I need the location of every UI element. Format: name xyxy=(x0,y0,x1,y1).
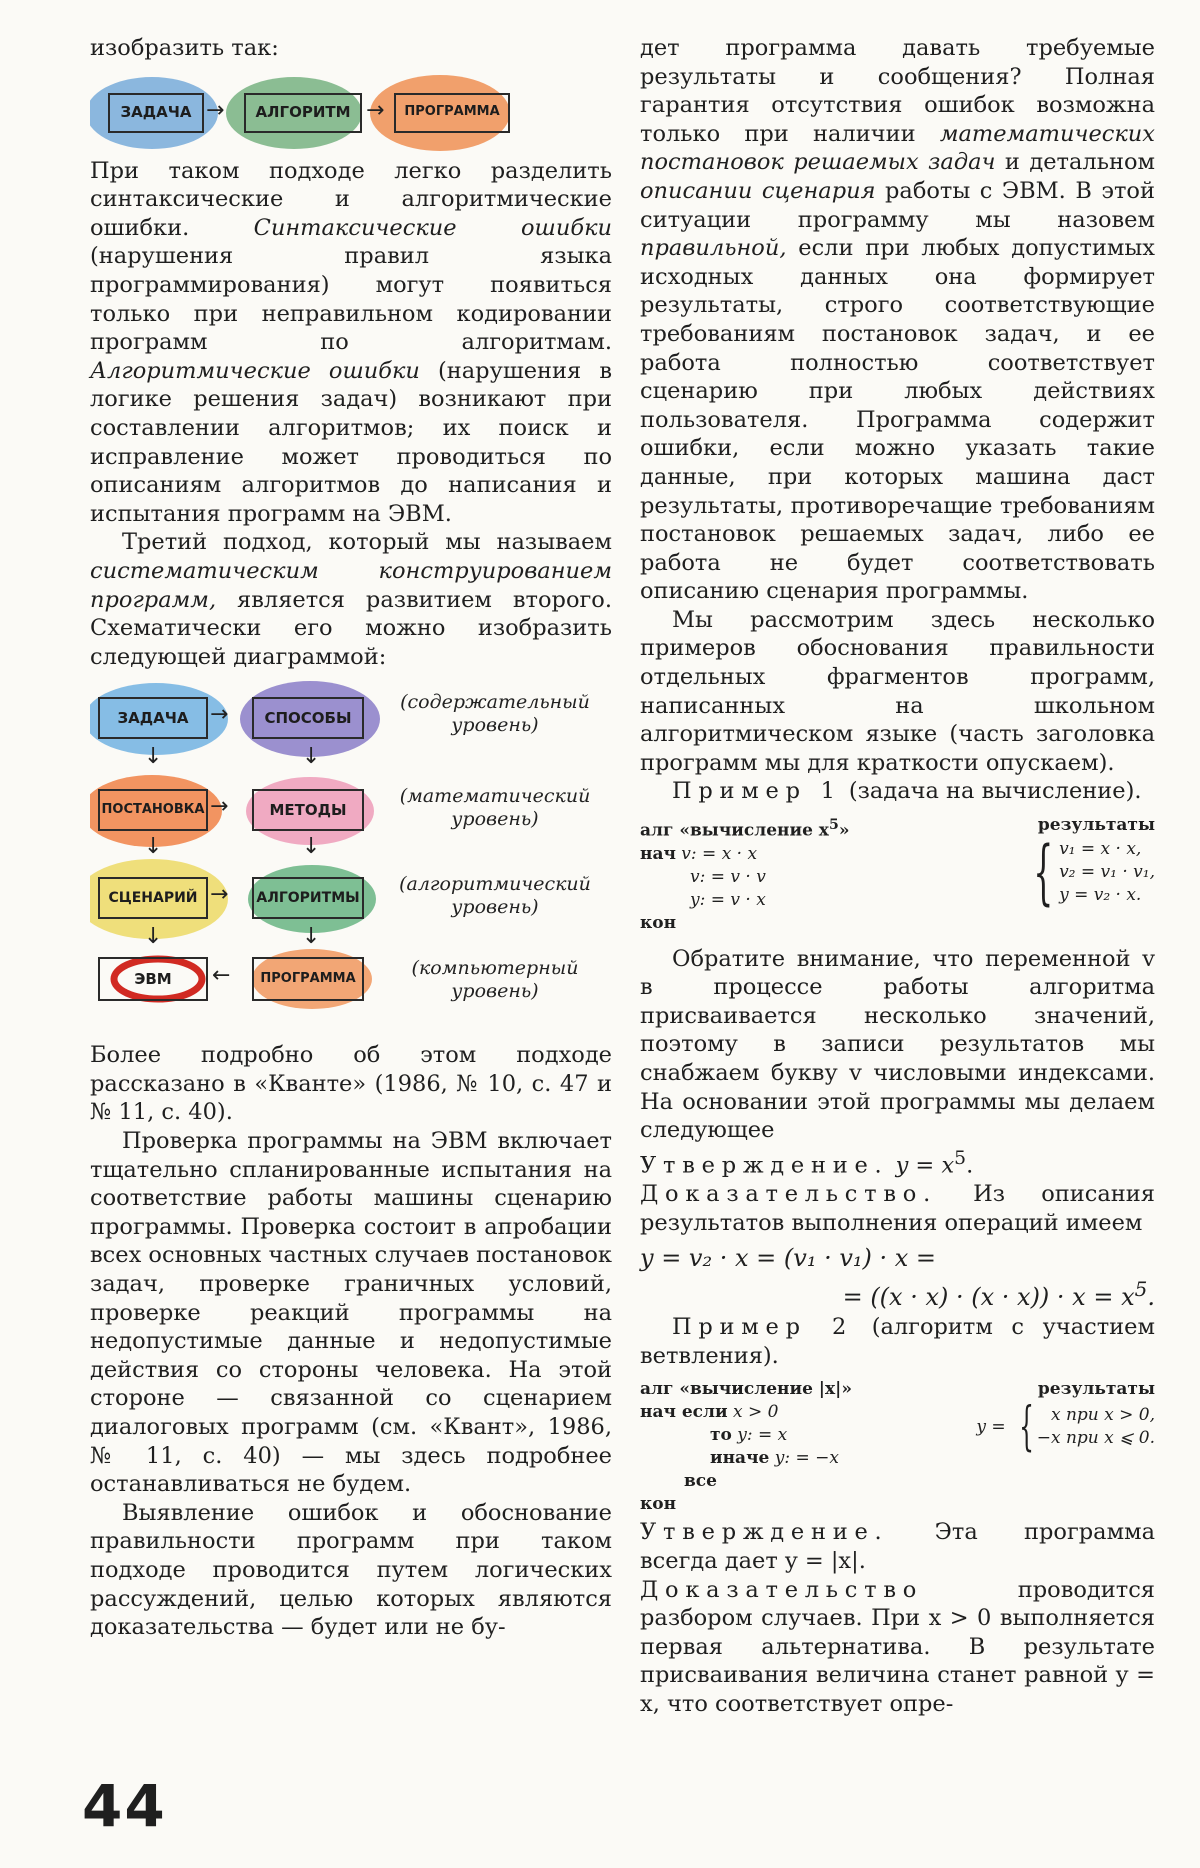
page-number: 44 xyxy=(82,1772,167,1840)
algo-line: алг «вычисление $x^5$» xyxy=(640,817,850,841)
flow-diagram-simple xyxy=(90,69,612,157)
level-label-algo: (алгоритмический уровень) xyxy=(399,873,591,919)
results-lines xyxy=(1059,838,1155,907)
paragraph: Обратите внимание, что переменной v в процессе работы алгоритма присваивается несколько значений, поэтому в записи результатов мы снабжаем букву v числовыми индексами. На основании этой программы мы делаем следующее xyxy=(640,945,1155,1144)
flow1-task-box: ЗАДАЧА xyxy=(108,93,204,133)
diagram-task-box: ЗАДАЧА xyxy=(98,697,208,739)
diagram-program-box: ПРОГРАММА xyxy=(252,957,364,1001)
diagram-methods-box: МЕТОДЫ xyxy=(252,789,364,831)
level-label-computer: (компьютерный уровень) xyxy=(411,957,579,1003)
results-lhs: y = xyxy=(976,1416,1006,1437)
diagram-scenario-box: СЦЕНАРИЙ xyxy=(98,877,208,919)
arrow-right-icon: → xyxy=(210,702,229,728)
result-line: y = v₂ · x. xyxy=(1059,884,1142,905)
equation-line: y = v₂ · x = (v₁ · v₁) · x = xyxy=(640,1244,937,1273)
algorithm-1 xyxy=(640,814,1155,935)
algo-line: кон xyxy=(640,1494,677,1515)
brace-icon: { xyxy=(1032,831,1053,914)
algo1-results xyxy=(1021,814,1155,914)
arrow-right-icon: → xyxy=(206,97,225,123)
proof-1: Доказательство. Из описания результатов выполнения операций имеем xyxy=(640,1180,1155,1236)
brace-icon: { xyxy=(1018,1397,1034,1458)
paragraph: Третий подход, который мы называем систематическим конструированием программ, является развитием второго. Схематически его можно изобразить следующей диаграммой: xyxy=(90,529,612,670)
algo-line: все xyxy=(684,1471,717,1492)
algo-line: нач v: = x · x xyxy=(640,843,758,864)
equation-line: = $((x \cdot x) \cdot (x \cdot x)) \cdot x = x^5$. xyxy=(842,1277,1155,1312)
algo-line: то y: = x xyxy=(710,1425,788,1446)
algo-line: алг «вычисление |x|» xyxy=(640,1379,852,1400)
algo-line: кон xyxy=(640,912,677,933)
right-column xyxy=(640,34,1155,1718)
algo-line: нач если x > 0 xyxy=(640,1402,779,1423)
algo-line: y: = v · x xyxy=(690,889,766,910)
claim-1: Утверждение. $y = x^5$. xyxy=(640,1147,974,1179)
results-brace-group xyxy=(1021,831,1155,914)
paragraph: Проверка программы на ЭВМ включает тщательно спланированные испытания на соответствие работы машины сценарию программы. Проверка состоит в апробации всех основных частных случаев постановок задач, проверке граничных условий, проверке реакций программы на недопустимые данные и недопустимые действия со стороны человека. На этой стороне — связанной со сценарием диалоговых программ (см. «Квант», 1986, № 11, с. 40) — мы здесь подробнее останавливаться не будем. xyxy=(90,1128,612,1498)
result-line: x при x > 0, xyxy=(1050,1405,1155,1426)
arrow-down-icon: ↓ xyxy=(144,744,163,770)
result-line: v₁ = x · x, xyxy=(1059,838,1142,859)
algo-line: иначе y: = −x xyxy=(710,1448,839,1469)
arrow-right-icon: → xyxy=(366,97,385,123)
paragraph: Выявление ошибок и обоснование правильности программ при таком подходе проводится путем логических рассуждений, целью которых являются доказательства — будет или не бу- xyxy=(90,1499,612,1641)
diagram-formulation-box: ПОСТАНОВКА xyxy=(98,789,208,831)
arrow-right-icon: → xyxy=(210,882,229,908)
diagram-computer-box: ЭВМ xyxy=(98,957,208,1001)
left-column xyxy=(90,34,612,1642)
algo-line: v: = v · v xyxy=(690,866,766,887)
levels-diagram xyxy=(90,681,612,1041)
arrow-down-icon: ↓ xyxy=(144,924,163,950)
arrow-down-icon: ↓ xyxy=(302,834,321,860)
example-1-heading: Пример 1 (задача на вычисление). xyxy=(672,778,1142,805)
flow1-algorithm-box: АЛГОРИТМ xyxy=(244,93,362,133)
result-line: −x при x ⩽ 0. xyxy=(1036,1428,1155,1449)
results-title: результаты xyxy=(1037,815,1155,836)
results-lines xyxy=(1037,1404,1155,1450)
algo2-results xyxy=(976,1378,1155,1458)
paragraph: Мы рассмотрим здесь несколько примеров обоснования правильности отдельных фрагментов программ, написанных на школьном алгоритмическом языке (часть заголовка программ мы для краткости опускаем). xyxy=(640,606,1155,776)
arrow-down-icon: ↓ xyxy=(302,744,321,770)
arrow-left-icon: ← xyxy=(212,963,231,989)
flow1-program-box: ПРОГРАММА xyxy=(394,93,510,133)
arrow-down-icon: ↓ xyxy=(144,834,163,860)
result-line: v₂ = v₁ · v₁, xyxy=(1059,861,1155,882)
level-label-content: (содержательный уровень) xyxy=(400,691,590,737)
left-intro: изобразить так: xyxy=(90,35,279,61)
results-title: результаты xyxy=(1037,1379,1155,1400)
arrow-down-icon: ↓ xyxy=(302,924,321,950)
proof-2: Доказательство проводится разбором случаев. При x > 0 выполняется первая альтернатива. В результате присваивания величина станет равной y = x, что соответствует опре- xyxy=(640,1576,1155,1717)
arrow-right-icon: → xyxy=(210,794,229,820)
paragraph: дет программа давать требуемые результаты и сообщения? Полная гарантия отсутствия ошибок возможна только при наличии математических постановок решаемых задач и детальном описании сценария работы с ЭВМ. В этой ситуации программу мы назовем правильной, если при любых допустимых исходных данных она формирует результаты, строго соответствующие требованиям постановок задач, и ее работа полностью соответствует сценарию при любых действиях пользователя. Программа содержит ошибки, если можно указать такие данные, при которых машина даст результаты, противоречащие требованиям постановок решаемых задач, либо ее работа не будет соответствовать описанию сценария программы. xyxy=(640,35,1155,605)
diagram-ways-box: СПОСОБЫ xyxy=(252,697,364,739)
example-2-heading: Пример 2 (алгоритм с участием ветвления). xyxy=(640,1314,1155,1369)
paragraph: При таком подходе легко разделить синтаксические и алгоритмические ошибки. Синтаксические ошибки (нарушения правил языка программирования) могут появиться только при неправильном кодировании программ по алгоритмам. Алгоритмические ошибки (нарушения в логике решения задач) возникают при составлении алгоритмов; их поиск и исправление может проводиться по описаниям алгоритмов до написания и испытания программ на ЭВМ. xyxy=(90,157,612,527)
level-label-math: (математический уровень) xyxy=(399,785,591,831)
algorithm-2 xyxy=(640,1378,1155,1515)
results-brace-group xyxy=(976,1397,1155,1458)
claim-2: Утверждение. Эта программа всегда дает y = |x|. xyxy=(640,1519,1155,1574)
paragraph: Более подробно об этом подходе рассказано в «Кванте» (1986, № 10, с. 47 и № 11, с. 40). xyxy=(90,1042,612,1126)
diagram-algorithms-box: АЛГОРИТМЫ xyxy=(252,877,364,919)
